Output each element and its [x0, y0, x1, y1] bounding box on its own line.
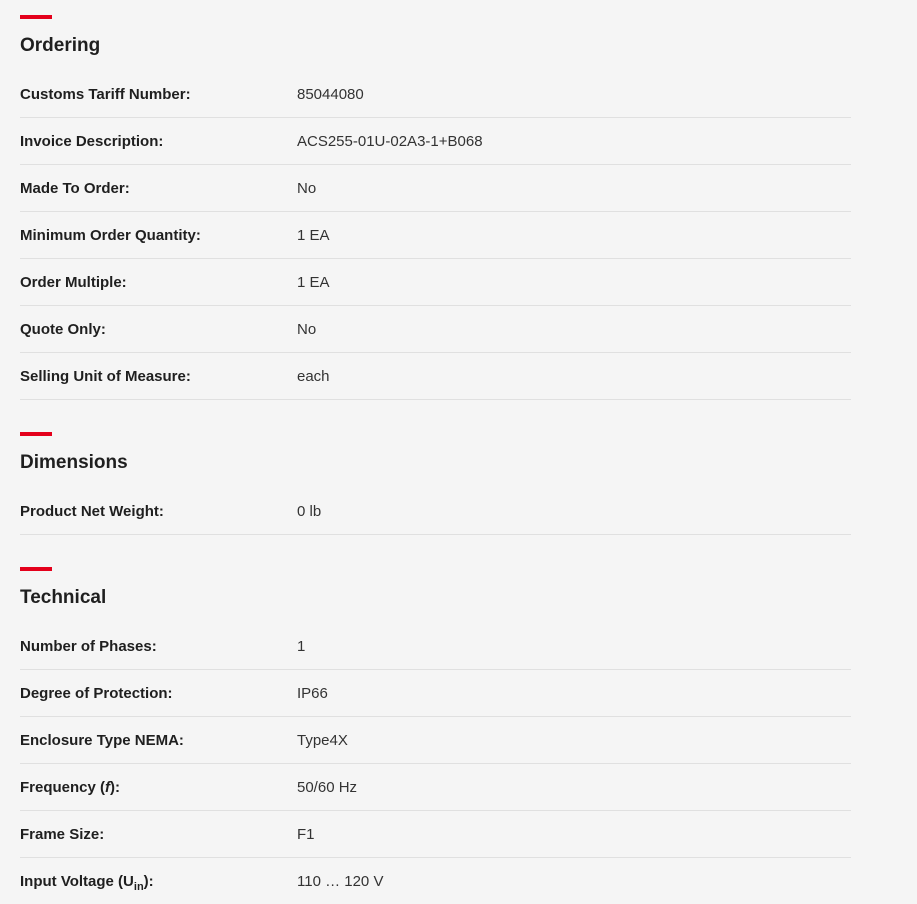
- section-accent-bar: [20, 432, 52, 436]
- spec-row: [20, 353, 851, 400]
- spec-row: [20, 670, 851, 717]
- spec-value: each: [297, 367, 330, 385]
- label-suffix: ):: [110, 778, 121, 796]
- spec-row: [20, 623, 851, 670]
- label-subscript: in: [133, 880, 144, 893]
- spec-row: [20, 764, 851, 811]
- section-technical: [20, 535, 851, 904]
- spec-row: [20, 858, 851, 904]
- label-prefix: Frequency (: [20, 778, 106, 796]
- dimensions-rows: [20, 488, 851, 535]
- ordering-rows: [20, 71, 851, 400]
- spec-label: [20, 779, 297, 796]
- spec-row: [20, 212, 851, 259]
- spec-value: 110 … 120 V: [297, 872, 384, 890]
- spec-row: [20, 165, 851, 212]
- spec-value: F1: [297, 825, 315, 843]
- spec-label: Selling Unit of Measure:: [20, 367, 191, 385]
- spec-label: Frame Size:: [20, 825, 105, 843]
- spec-label: [20, 872, 297, 893]
- spec-label: Enclosure Type NEMA:: [20, 731, 184, 749]
- spec-label: Customs Tariff Number:: [20, 85, 191, 103]
- spec-row: [20, 488, 851, 535]
- section-dimensions: [20, 400, 851, 535]
- spec-value: 0 lb: [297, 502, 322, 520]
- spec-label: Made To Order:: [20, 179, 130, 197]
- spec-row: [20, 717, 851, 764]
- spec-label: Number of Phases:: [20, 637, 157, 655]
- spec-value: 1: [297, 637, 306, 655]
- technical-rows: [20, 623, 851, 904]
- spec-value: No: [297, 179, 317, 197]
- spec-row: [20, 118, 851, 165]
- spec-label: Order Multiple:: [20, 273, 127, 291]
- spec-value: IP66: [297, 684, 328, 702]
- section-ordering: [20, 0, 851, 400]
- spec-value: 1 EA: [297, 226, 330, 244]
- spec-label: Product Net Weight:: [20, 502, 164, 520]
- spec-label: Quote Only:: [20, 320, 106, 338]
- spec-value: 85044080: [297, 85, 364, 103]
- spec-value: ACS255-01U-02A3-1+B068: [297, 132, 483, 150]
- spec-label: Degree of Protection:: [20, 684, 173, 702]
- spec-row: [20, 259, 851, 306]
- section-accent-bar: [20, 567, 52, 571]
- section-title-ordering: Ordering: [20, 35, 101, 56]
- spec-value: Type4X: [297, 731, 348, 749]
- spec-label: Minimum Order Quantity:: [20, 226, 201, 244]
- section-accent-bar: [20, 15, 52, 19]
- spec-label: Invoice Description:: [20, 132, 164, 150]
- spec-value: 50/60 Hz: [297, 778, 358, 796]
- section-title-technical: Technical: [20, 587, 107, 608]
- spec-row: [20, 306, 851, 353]
- section-title-dimensions: Dimensions: [20, 452, 128, 473]
- spec-value: No: [297, 320, 317, 338]
- spec-row: [20, 71, 851, 118]
- product-spec-page: [20, 0, 851, 904]
- spec-row: [20, 811, 851, 858]
- label-suffix: ):: [143, 872, 154, 890]
- label-italic-symbol: f: [105, 778, 111, 796]
- label-prefix: Input Voltage (U: [20, 872, 134, 890]
- spec-value: 1 EA: [297, 273, 330, 291]
